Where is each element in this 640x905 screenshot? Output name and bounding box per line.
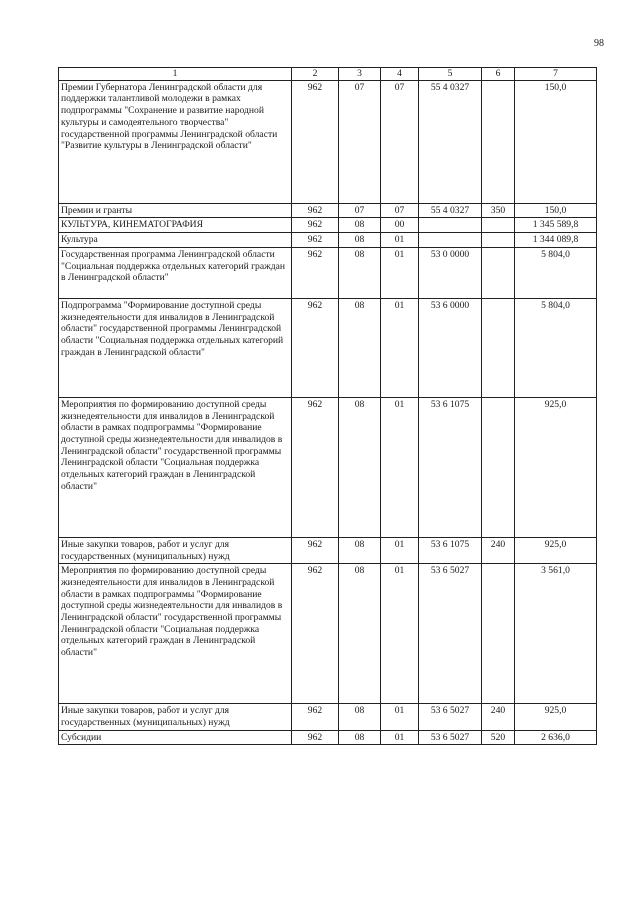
table-row (59, 203, 597, 218)
row-csr: 53 6 5027 (419, 704, 482, 730)
row-vr (482, 397, 515, 537)
row-rz: 07 (339, 203, 381, 218)
row-sum: 150,0 (515, 80, 597, 203)
row-vr (482, 218, 515, 233)
table-row (59, 704, 597, 730)
row-pr: 00 (381, 218, 419, 233)
row-pr: 07 (381, 203, 419, 218)
table-row (59, 233, 597, 248)
row-rz: 08 (339, 397, 381, 537)
row-ved: 962 (292, 218, 339, 233)
table-row (59, 80, 597, 203)
row-vr (482, 298, 515, 397)
row-vr (482, 247, 515, 298)
row-csr: 53 6 5027 (419, 730, 482, 745)
page-number: 98 (594, 38, 604, 49)
row-csr: 53 6 0000 (419, 298, 482, 397)
row-rz: 08 (339, 537, 381, 563)
row-rz: 08 (339, 730, 381, 745)
row-pr: 01 (381, 537, 419, 563)
row-ved: 962 (292, 730, 339, 745)
row-vr: 350 (482, 203, 515, 218)
row-csr: 53 0 0000 (419, 247, 482, 298)
row-ved: 962 (292, 397, 339, 537)
row-ved: 962 (292, 80, 339, 203)
header-col-4: 4 (381, 68, 419, 81)
row-csr (419, 233, 482, 248)
row-rz: 08 (339, 704, 381, 730)
row-name: Иные закупки товаров, работ и услуг для государственных (муниципальных) нужд (59, 537, 292, 563)
row-sum: 3 561,0 (515, 564, 597, 704)
row-vr: 240 (482, 704, 515, 730)
row-sum: 925,0 (515, 537, 597, 563)
header-col-2: 2 (292, 68, 339, 81)
row-vr (482, 564, 515, 704)
row-sum: 5 804,0 (515, 247, 597, 298)
row-name: Подпрограмма "Формирование доступной среды жизнедеятельности для инвалидов в Ленинградской области" государственной программы Ленинградской области "Социальная поддержка отдельных категорий граждан в Ленинградской области" (59, 298, 292, 397)
row-ved: 962 (292, 537, 339, 563)
row-sum: 150,0 (515, 203, 597, 218)
row-ved: 962 (292, 298, 339, 397)
row-ved: 962 (292, 203, 339, 218)
table-row (59, 397, 597, 537)
header-col-3: 3 (339, 68, 381, 81)
row-ved: 962 (292, 233, 339, 248)
row-name: Иные закупки товаров, работ и услуг для государственных (муниципальных) нужд (59, 704, 292, 730)
row-rz: 08 (339, 298, 381, 397)
header-col-6: 6 (482, 68, 515, 81)
header-col-7: 7 (515, 68, 597, 81)
table-row (59, 730, 597, 745)
row-name: Мероприятия по формированию доступной среды жизнедеятельности для инвалидов в Ленинградской области в рамках подпрограммы "Формирование доступной среды жизнедеятельности для инвалидов в Ленинградской области" государственной программы Ленинградской области "Социальная поддержка отдельных категорий граждан в Ленинградской области" (59, 564, 292, 704)
row-rz: 07 (339, 80, 381, 203)
row-vr: 520 (482, 730, 515, 745)
row-vr (482, 80, 515, 203)
row-ved: 962 (292, 704, 339, 730)
row-csr: 53 6 5027 (419, 564, 482, 704)
row-pr: 07 (381, 80, 419, 203)
row-pr: 01 (381, 247, 419, 298)
row-rz: 08 (339, 233, 381, 248)
row-name: Субсидии (59, 730, 292, 745)
row-name: Культура (59, 233, 292, 248)
row-sum: 1 345 589,8 (515, 218, 597, 233)
row-rz: 08 (339, 564, 381, 704)
row-vr: 240 (482, 537, 515, 563)
header-col-5: 5 (419, 68, 482, 81)
row-name: Премии и гранты (59, 203, 292, 218)
table-row (59, 564, 597, 704)
row-csr: 53 6 1075 (419, 397, 482, 537)
row-pr: 01 (381, 397, 419, 537)
table-row (59, 218, 597, 233)
row-vr (482, 233, 515, 248)
row-name: Мероприятия по формированию доступной среды жизнедеятельности для инвалидов в Ленинградской области в рамках подпрограммы "Формирование доступной среды жизнедеятельности для инвалидов в Ленинградской области" государственной программы Ленинградской области "Социальная поддержка отдельных категорий граждан в Ленинградской области" (59, 397, 292, 537)
row-pr: 01 (381, 233, 419, 248)
row-ved: 962 (292, 564, 339, 704)
row-csr: 53 6 1075 (419, 537, 482, 563)
row-csr: 55 4 0327 (419, 203, 482, 218)
table-row (59, 298, 597, 397)
row-csr (419, 218, 482, 233)
row-sum: 925,0 (515, 704, 597, 730)
table-row (59, 537, 597, 563)
row-pr: 01 (381, 704, 419, 730)
table-row (59, 247, 597, 298)
row-sum: 5 804,0 (515, 298, 597, 397)
row-pr: 01 (381, 298, 419, 397)
row-rz: 08 (339, 218, 381, 233)
row-sum: 2 636,0 (515, 730, 597, 745)
budget-table (58, 67, 597, 745)
row-name: Премии Губернатора Ленинградской области для поддержки талантливой молодежи в рамках подпрограммы "Сохранение и развитие народной культуры и самодеятельного творчества" государственной программы Ленинградской области "Развитие культуры в Ленинградской области" (59, 80, 292, 203)
row-ved: 962 (292, 247, 339, 298)
header-row (59, 68, 597, 81)
row-name: Государственная программа Ленинградской области "Социальная поддержка отдельных категорий граждан в Ленинградской области" (59, 247, 292, 298)
row-pr: 01 (381, 564, 419, 704)
row-name: КУЛЬТУРА, КИНЕМАТОГРАФИЯ (59, 218, 292, 233)
row-sum: 925,0 (515, 397, 597, 537)
row-csr: 55 4 0327 (419, 80, 482, 203)
row-sum: 1 344 089,8 (515, 233, 597, 248)
row-rz: 08 (339, 247, 381, 298)
header-col-1: 1 (59, 68, 292, 81)
row-pr: 01 (381, 730, 419, 745)
